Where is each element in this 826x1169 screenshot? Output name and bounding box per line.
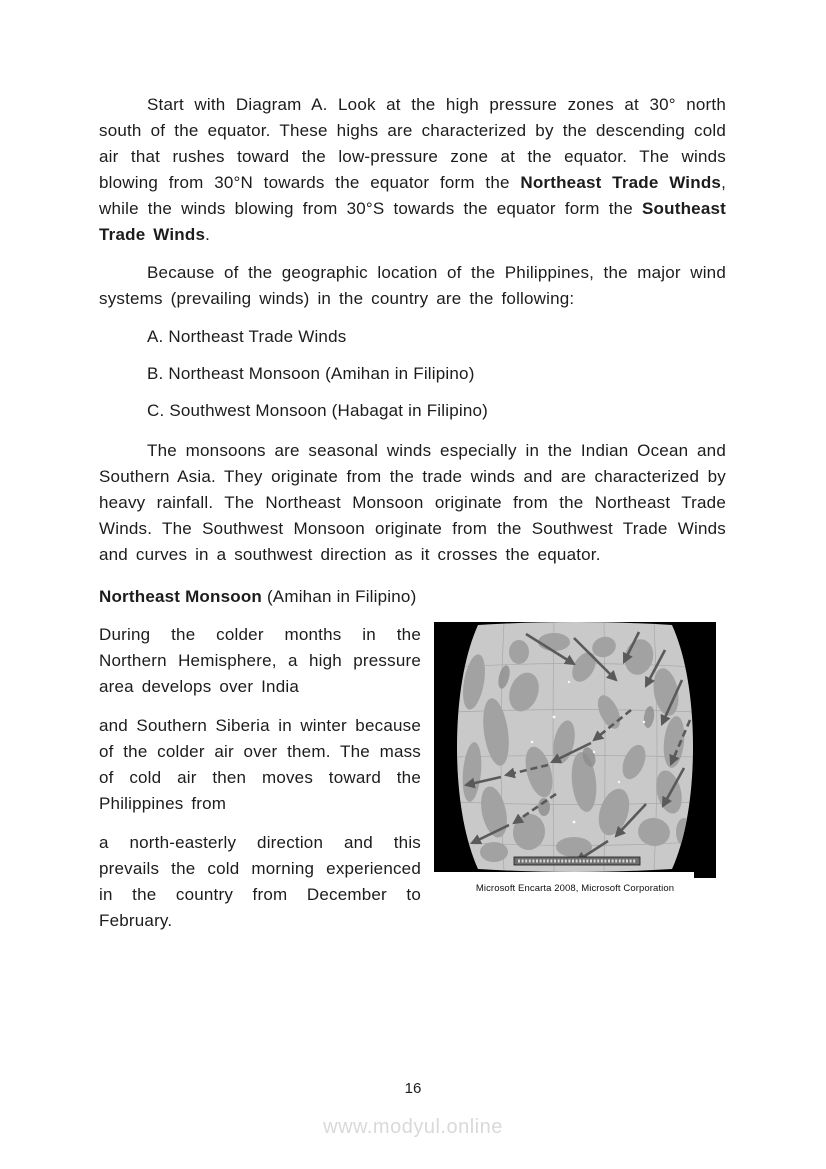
monsoon-map-figure [434, 622, 716, 895]
ne-monsoon-paragraph-3: a north-easterly direction and this prevails the cold morning experienced in the country from December to February. [99, 833, 421, 930]
monsoon-map-image [434, 622, 716, 878]
text-column [99, 622, 421, 947]
wind-systems-list [99, 324, 726, 424]
section-heading-bold: Northeast Monsoon [99, 587, 263, 606]
ne-monsoon-paragraph-2: and Southern Siberia in winter because of the colder air over them. The mass of cold air then moves toward the Philippines from [99, 716, 421, 813]
geographic-paragraph: Because of the geographic location of the Philippines, the major wind systems (prevailing winds) in the country are the following: [99, 263, 726, 308]
list-item-southwest-monsoon: C. Southwest Monsoon (Habagat in Filipino) [147, 401, 489, 420]
section-heading [99, 584, 726, 610]
page-content [99, 92, 726, 947]
southeast-trade-winds-bold: Southeast Trade Winds [99, 199, 726, 244]
intro-paragraph [99, 92, 726, 248]
northeast-trade-winds-bold: Northeast Trade Winds [520, 173, 722, 192]
list-item-northeast-trade-winds: A. Northeast Trade Winds [147, 327, 347, 346]
page-number: 16 [404, 1080, 422, 1097]
figure-column [434, 622, 716, 895]
figure-caption: Microsoft Encarta 2008, Microsoft Corporation [475, 883, 675, 894]
monsoons-paragraph: The monsoons are seasonal winds especially in the Indian Ocean and Southern Asia. They originate from the trade winds and are characterized by heavy rainfall. The Northeast Monsoon originate from the Northeast Trade Winds. The Southwest Monsoon originate from the Southwest Trade Winds and curves in a southwest direction as it crosses the equator. [99, 441, 726, 564]
intro-text-3: . [205, 225, 211, 244]
map-copyright-strip [514, 857, 640, 865]
intro-text-1: Start with Diagram A. Look at the high pressure zones at 30° north south of the equator. These highs are characterized by the descending cold air that rushes toward the low-pressure zone at the equator. The winds blowing from 30°N towards the equator form the [99, 95, 726, 192]
intro-text-2: , while the winds blowing from 30°S towards the equator form the [99, 173, 726, 218]
list-item-northeast-monsoon: B. Northeast Monsoon (Amihan in Filipino) [147, 364, 475, 383]
two-column-section [99, 622, 726, 947]
section-heading-rest: (Amihan in Filipino) [262, 587, 417, 606]
ne-monsoon-paragraph-1: During the colder months in the Northern Hemisphere, a high pressure area develops over India [99, 625, 421, 696]
watermark: www.modyul.online [323, 1116, 503, 1138]
